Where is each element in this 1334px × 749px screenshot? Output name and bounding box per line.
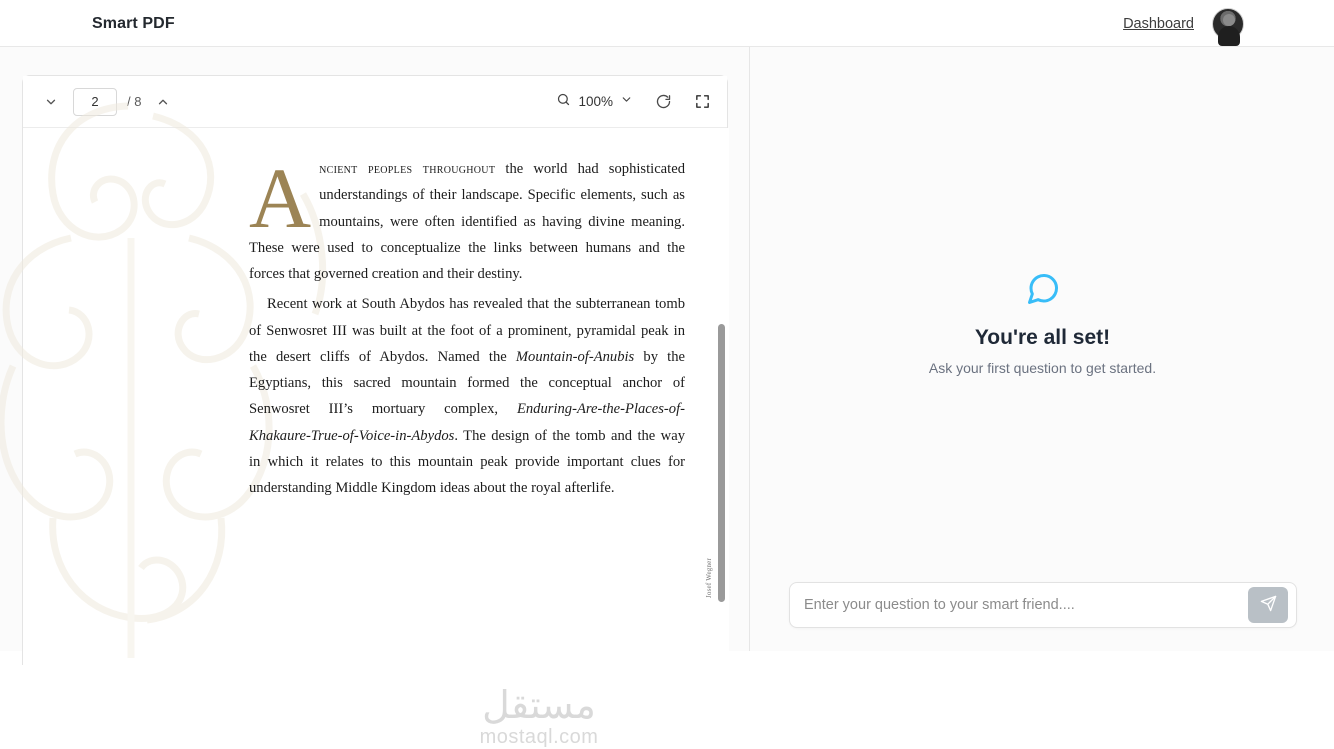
chat-empty-state — [751, 271, 1334, 376]
chat-question-input[interactable] — [790, 583, 1248, 627]
search-icon — [556, 92, 571, 112]
pdf-text-column — [249, 150, 685, 516]
watermark-latin-text: mostaql.com — [479, 726, 599, 748]
header-right-group — [1123, 0, 1244, 47]
chevron-down-icon — [620, 93, 633, 111]
chat-empty-subtitle: Ask your first question to get started. — [928, 360, 1157, 376]
mostaql-watermark — [389, 683, 689, 749]
pdf-viewer — [22, 75, 728, 748]
send-button[interactable] — [1248, 587, 1288, 623]
paragraph-2-part-b: by the Egyptians, this sacred mountain formed the conceptual anchor of Senwosret III’s mortuary complex, — [249, 348, 685, 418]
drop-cap: A — [249, 150, 312, 246]
paragraph-2 — [249, 291, 685, 501]
zoom-level-label: 100% — [578, 94, 613, 109]
pdf-page-canvas[interactable] — [23, 128, 729, 748]
app-brand: Smart PDF — [92, 14, 175, 32]
paragraph-2-part-c: . The design of the tomb and the way in which it relates to this mountain peak provide important clues for understanding Middle Kingdom ideas about the royal afterlife. — [249, 427, 685, 497]
paragraph-2-part-a: Recent work at South Abydos has revealed that the subterranean tomb of Senwosret III was built at the foot of a prominent, pyramidal peak in the desert cliffs of Abydos. Named the — [249, 296, 685, 365]
pdf-pane — [0, 47, 750, 748]
paragraph-1-body: the world had sophisticated understandings of their landscape. Specific elements, such as mountains, were often identified as having divine meaning. These were used to conceptualize the links between humans and the forces that governed creation and their destiny. — [249, 161, 685, 283]
zoom-control[interactable] — [556, 92, 633, 112]
pdf-scrollbar-thumb[interactable] — [718, 324, 725, 602]
send-icon — [1260, 595, 1277, 615]
watermark-arabic-text: مستقل — [482, 683, 596, 727]
page-total-label: / 8 — [127, 94, 142, 109]
app-header — [0, 0, 1334, 47]
chat-pane — [751, 47, 1334, 651]
chat-composer — [789, 582, 1297, 628]
refresh-icon[interactable] — [655, 93, 672, 110]
italic-term-enduring-are-the-places: Enduring-Are-the-Places-of-Khakaure-True-of-Voice-in-Abydos — [249, 401, 685, 444]
italic-term-mountain-of-anubis: Mountain-of-Anubis — [515, 348, 635, 365]
chat-empty-title: You're all set! — [974, 326, 1111, 349]
chat-composer-box — [789, 582, 1297, 628]
avatar[interactable] — [1212, 8, 1244, 40]
photo-credit: Josef Wegner — [705, 558, 713, 599]
opening-small-caps: ncient peoples throughout — [319, 161, 496, 177]
fullscreen-icon[interactable] — [694, 93, 711, 110]
chat-bubble-icon — [1025, 271, 1061, 312]
pdf-toolbar-right — [556, 92, 711, 112]
main-stage — [0, 47, 1334, 748]
dashboard-link[interactable]: Dashboard — [1123, 15, 1194, 32]
